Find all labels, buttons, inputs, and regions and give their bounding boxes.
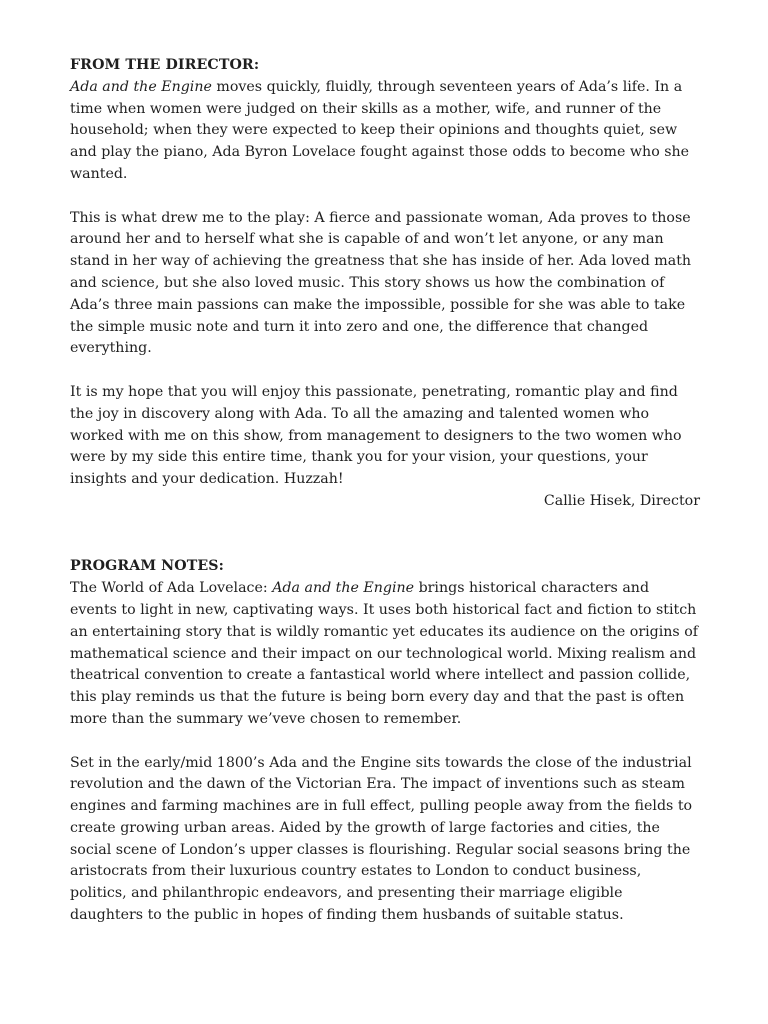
director-paragraph-1-text: moves quickly, fluidly, through seventeen years of Ada’s life. In a time when women were judged on their skills as a mother, wife, and runner of the household; when they were expected to keep their opinions and thoughts quiet, sew and play the piano, Ada Byron Lovelace fought against those odds to become who she wanted. [70,78,690,182]
program-notes-paragraph-1 [70,578,700,731]
program-notes-lead: The World of Ada Lovelace: [70,580,273,597]
director-heading: FROM THE DIRECTOR: [70,57,260,73]
director-paragraph-3: It is my hope that you will enjoy this passionate, penetrating, romantic play and find the joy in discovery along with Ada. To all the amazing and talented women who worked with me on this show, from management to designers to the two women who were by my side this entire time, thank you for your vision, your questions, your insights and your dedication. Huzzah! [70,383,682,488]
director-paragraph-1 [70,77,700,186]
play-title: Ada and the Engine [272,580,415,597]
spacer [70,186,700,208]
program-page [70,55,700,927]
director-signature: Callie Hisek, Director [543,492,700,509]
section-spacer [70,513,700,557]
spacer [70,731,700,753]
play-title: Ada and the Engine [70,78,212,95]
program-notes-paragraph-2: Set in the early/mid 1800’s Ada and the Engine sits towards the close of the industrial revolution and the dawn of the Victorian Era. The impact of inventions such as steam engines and farming machines are in full effect, pulling people away from the fields to create growing urban areas. Aided by the growth of large factories and cities, the social scene of London’s upper classes is flourishing. Regular social seasons bring the aristocrats from their luxurious country estates to London to conduct business, politics, and philanthropic endeavors, and presenting their marriage eligible daughters to the public in hopes of finding them husbands of suitable status. [70,754,693,924]
program-notes-heading: PROGRAM NOTES: [70,558,224,575]
program-notes-paragraph-1-text: brings historical characters and events to light in new, captivating ways. It uses both historical fact and fiction to stitch an entertaining story that is wildly romantic yet educates its audience on the origins of mathematical science and their impact on our technological world. Mixing realism and theatrical convention to create a fantastical world where intellect and passion collide, this play reminds us that the future is being born every day and that the past is often more than the summary we’veve chosen to remember. [70,580,699,727]
director-paragraph-2: This is what drew me to the play: A fierce and passionate woman, Ada proves to those around her and to herself what she is capable of and won’t let anyone, or any man stand in her way of achieving the greatness that she has inside of her. Ada loved math and science, but she also loved music. This story shows us how the combination of Ada’s three main passions can make the impossible, possible for she was able to take the simple music note and turn it into zero and one, the difference that changed everything. [70,209,692,357]
spacer [70,360,700,382]
